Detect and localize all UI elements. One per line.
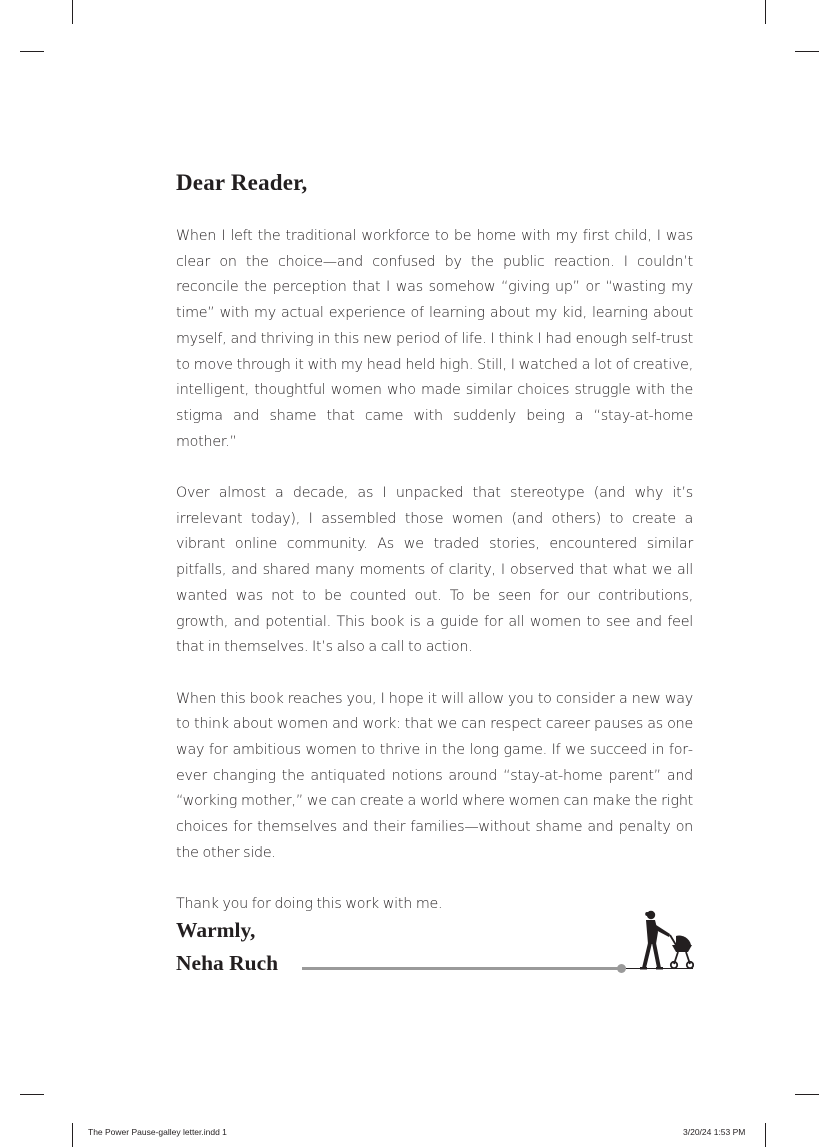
signature: Neha Ruch (176, 951, 279, 975)
crop-mark-top-right (765, 0, 766, 24)
crop-mark-left-bottom (20, 1094, 44, 1095)
crop-mark-top-left (72, 0, 73, 24)
paragraph-1: When I left the traditional workforce to be home with my first child, I was clear on the choice—and confused by the public reaction. I couldn’t reconcile the perception that I was somehow “giving up” or “wasting my time” with my actual experience of learning about my kid, learning about myself, and thriving in this new period of life. I think I had enough self-trust to move through it with my head held high. Still, I watched a lot of creative, intelligent, thoughtful women who made similar choices struggle with the stigma and shame that came with suddenly being a “stay-at-home mother.” (176, 228, 693, 450)
woman-pushing-stroller-icon (636, 910, 694, 970)
salutation: Dear Reader, (176, 170, 308, 195)
crop-mark-left-top (20, 51, 44, 52)
signature-rule (302, 967, 622, 970)
file-slug: The Power Pause-galley letter.indd 1 (88, 1127, 227, 1137)
closing: Warmly, (176, 918, 256, 942)
crop-mark-bottom-right (765, 1123, 766, 1147)
timestamp-slug: 3/20/24 1:53 PM (683, 1127, 746, 1137)
closing-block (176, 914, 278, 980)
signature-rule-dot (617, 964, 626, 973)
crop-mark-bottom-left (72, 1123, 73, 1147)
paragraph-4: Thank you for doing this work with me. (176, 896, 443, 913)
crop-mark-right-bottom (795, 1094, 819, 1095)
letter-body (176, 224, 693, 944)
paragraph-3: When this book reaches you, I hope it will allow you to consider a new way to think about women and work: that we can respect career pauses as one way for ambitious women to thrive in the long game. If we succeed in forever changing the antiquated notions around “stay-at-home parent” and “working mother,” we can create a world where women can make the right choices for themselves and their families—without shame and penalty on the other side. (176, 690, 693, 861)
paragraph-2: Over almost a decade, as I unpacked that stereotype (and why it’s irrelevant today), I assembled those women (and others) to create a vibrant online community. As we traded stories, encountered similar pitfalls, and shared many moments of clarity, I observed that what we all wanted was not to be counted out. To be seen for our contributions, growth, and potential. This book is a guide for all women to see and feel that in themselves. It’s also a call to action. (176, 485, 693, 656)
crop-mark-right-top (795, 51, 819, 52)
